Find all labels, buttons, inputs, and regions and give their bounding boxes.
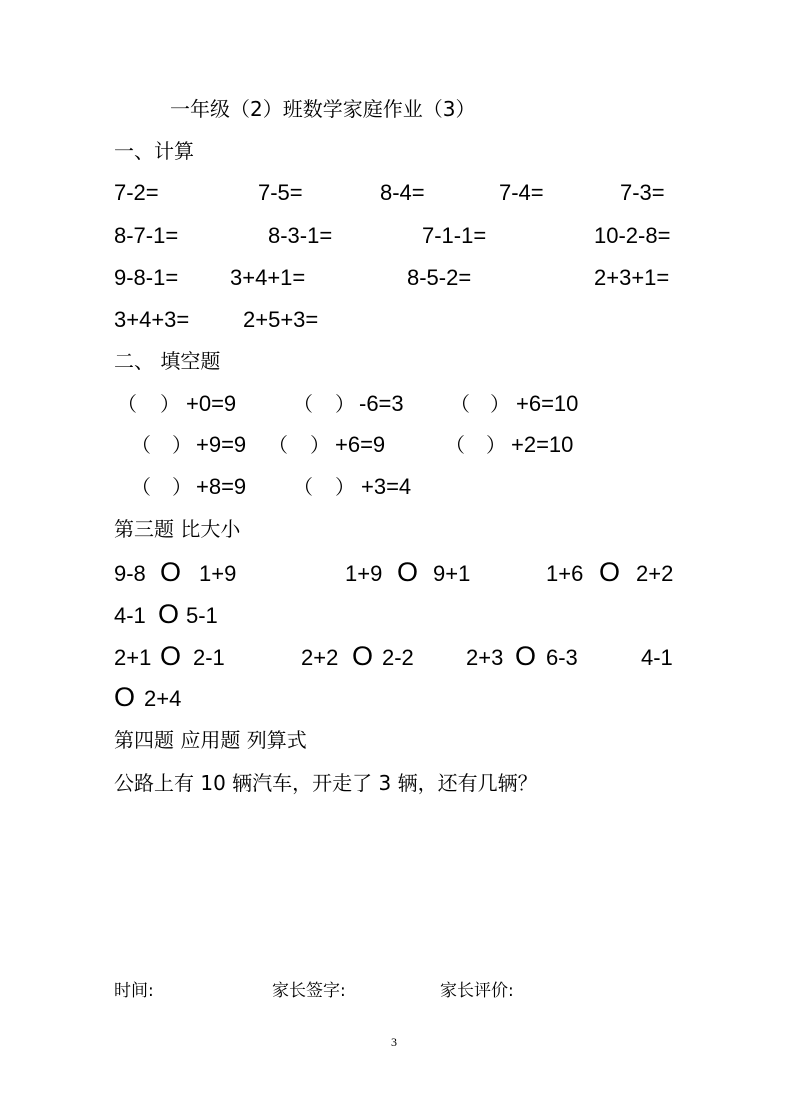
paren-close: ）: [172, 433, 192, 457]
calc-problem: 7-5=: [258, 180, 303, 205]
time-label: 时间:: [114, 981, 154, 1001]
paren-close: ）: [490, 392, 510, 416]
compare-circle: O: [158, 599, 180, 629]
calc-problem: 7-2=: [114, 180, 159, 205]
paren-open: （: [445, 433, 465, 457]
compare-right: 9+1: [433, 561, 471, 586]
paren-open: （: [293, 475, 313, 499]
calc-problem: 3+4+1=: [230, 265, 306, 290]
compare-left: 2+2: [301, 645, 339, 670]
compare-right: 2-1: [193, 645, 225, 670]
compare-right: 2+4: [144, 686, 182, 711]
fill-blank-problem: +6=10: [516, 391, 579, 416]
compare-circle: O: [599, 557, 621, 587]
section-3-heading: 第三题 比大小: [114, 517, 241, 541]
calc-problem: 8-3-1=: [268, 223, 333, 248]
compare-left: 9-8: [114, 561, 146, 586]
compare-circle: O: [352, 641, 374, 671]
calc-problem: 3+4+3=: [114, 307, 190, 332]
paren-close: ）: [310, 433, 330, 457]
calc-problem: 2+3+1=: [594, 265, 670, 290]
paren-open: （: [268, 433, 288, 457]
section-1-heading: 一、计算: [114, 139, 194, 163]
paren-open: （: [131, 475, 151, 499]
compare-left: 4-1: [641, 645, 673, 670]
paren-close: ）: [335, 392, 355, 416]
page-number: 3: [391, 1035, 397, 1049]
compare-right: 2-2: [382, 645, 414, 670]
parent-signature-label: 家长签字:: [272, 981, 346, 1001]
parent-evaluation-label: 家长评价:: [440, 981, 514, 1001]
compare-right: 6-3: [546, 645, 578, 670]
paren-open: （: [131, 433, 151, 457]
page-title: 一年级（2）班数学家庭作业（3）: [170, 97, 476, 121]
compare-right: 2+2: [636, 561, 674, 586]
calc-problem: 7-3=: [620, 180, 665, 205]
paren-open: （: [117, 392, 137, 416]
calc-problem: 7-1-1=: [422, 223, 487, 248]
fill-blank-problem: +0=9: [186, 391, 237, 416]
calc-problem: 8-4=: [380, 180, 425, 205]
paren-open: （: [450, 392, 470, 416]
fill-blank-problem: +8=9: [196, 474, 247, 499]
calc-problem: 8-5-2=: [407, 265, 472, 290]
compare-left: 2+3: [466, 645, 504, 670]
fill-blank-problem: +2=10: [511, 432, 574, 457]
calc-problem: 8-7-1=: [114, 223, 179, 248]
calc-problem: 7-4=: [499, 180, 544, 205]
fill-blank-problem: -6=3: [359, 391, 404, 416]
word-problem: 公路上有 10 辆汽车，开走了 3 辆，还有几辆？: [114, 771, 538, 795]
compare-circle: O: [160, 641, 182, 671]
compare-left: 2+1: [114, 645, 152, 670]
fill-blank-problem: +6=9: [335, 432, 386, 457]
compare-left: 1+6: [546, 561, 584, 586]
paren-open: （: [293, 392, 313, 416]
compare-circle: O: [515, 641, 537, 671]
calc-problem: 10-2-8=: [594, 223, 671, 248]
compare-circle: O: [397, 557, 419, 587]
calc-problem: 2+5+3=: [243, 307, 319, 332]
compare-circle: O: [114, 682, 136, 712]
paren-close: ）: [335, 475, 355, 499]
compare-right: 1+9: [199, 561, 237, 586]
paren-close: ）: [486, 433, 506, 457]
section-2-heading: 二、 填空题: [114, 349, 221, 373]
fill-blank-problem: +3=4: [361, 474, 412, 499]
fill-blank-problem: +9=9: [196, 432, 247, 457]
compare-left: 1+9: [345, 561, 383, 586]
paren-close: ）: [160, 392, 180, 416]
compare-left: 4-1: [114, 603, 146, 628]
calc-problem: 9-8-1=: [114, 265, 179, 290]
compare-right: 5-1: [186, 603, 218, 628]
paren-close: ）: [172, 475, 192, 499]
compare-circle: O: [160, 557, 182, 587]
section-4-heading: 第四题 应用题 列算式: [114, 728, 307, 752]
